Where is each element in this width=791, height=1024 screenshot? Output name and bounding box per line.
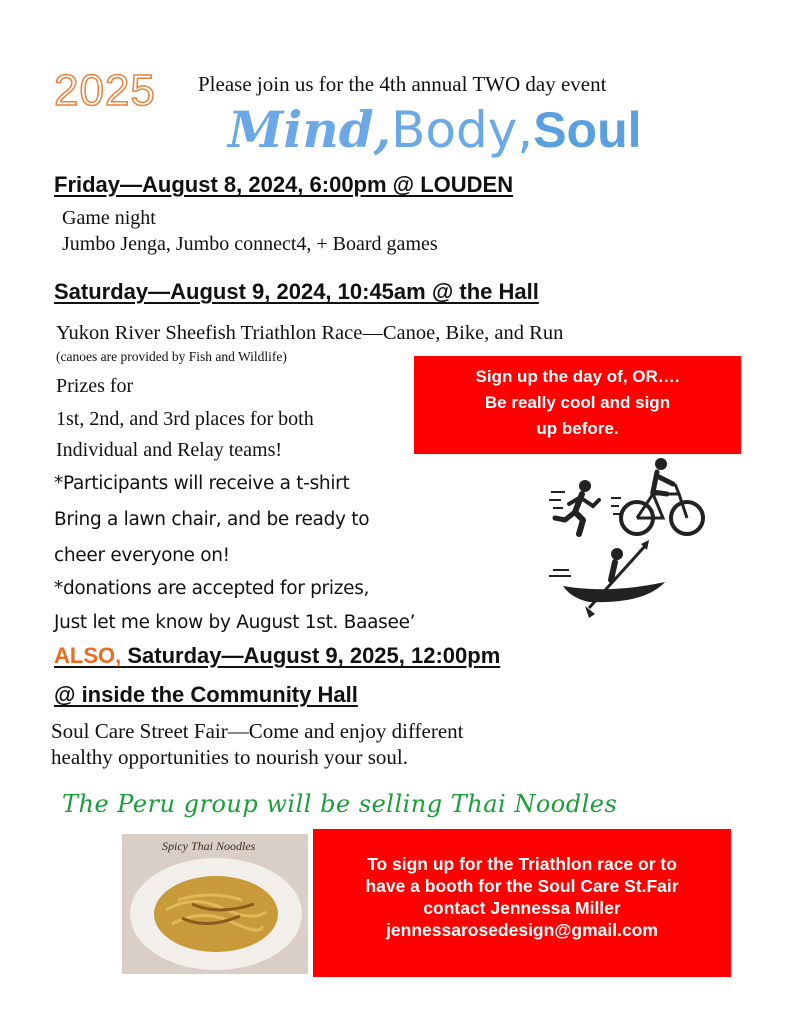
signup-line3: up before. xyxy=(536,419,619,438)
prizes-line3: Individual and Relay teams! xyxy=(56,439,283,461)
contact-line3: contact Jennessa Miller xyxy=(423,898,621,918)
contact-email[interactable]: jennessarosedesign@gmail.com xyxy=(386,920,658,940)
race-title: Yukon River Sheefish Triathlon Race—Canoe, Bike, and Run xyxy=(56,322,564,344)
contact-box xyxy=(313,829,731,977)
title-soul: Soul xyxy=(533,102,642,158)
event-year: 2025 xyxy=(54,66,156,115)
noodles-photo xyxy=(122,834,308,974)
peru-noodles-note: The Peru group will be selling Thai Noodles xyxy=(62,790,618,818)
friday-line1: Game night xyxy=(62,207,156,229)
event-title xyxy=(228,100,642,164)
signup-line2: Be really cool and sign xyxy=(484,393,671,412)
deadline-note: Just let me know by August 1st. Baasee’ xyxy=(54,612,416,633)
signup-box xyxy=(414,356,741,454)
fair-desc1: Soul Care Street Fair—Come and enjoy different xyxy=(51,719,464,743)
runner-icon xyxy=(549,480,599,534)
prizes-line2: 1st, 2nd, and 3rd places for both xyxy=(56,408,314,430)
also-heading xyxy=(54,643,500,669)
lawn-chair-note: Bring a lawn chair, and be ready to xyxy=(54,509,370,530)
contact-line1: To sign up for the Triathlon race or to xyxy=(367,854,677,874)
also-date: Saturday—August 9, 2025, 12:00pm xyxy=(127,643,501,668)
intro-text: Please join us for the 4th annual TWO day event xyxy=(198,72,607,96)
donations-note: *donations are accepted for prizes, xyxy=(54,578,370,599)
friday-line2: Jumbo Jenga, Jumbo connect4, + Board games xyxy=(62,233,438,255)
fair-desc2: healthy opportunities to nourish your soul. xyxy=(51,745,408,769)
canoe-note: (canoes are provided by Fish and Wildlife) xyxy=(56,349,287,364)
title-mind: Mind, xyxy=(228,100,392,159)
signup-line1: Sign up the day of, OR…. xyxy=(475,367,680,386)
cheer-note: cheer everyone on! xyxy=(54,545,230,566)
cyclist-icon xyxy=(611,458,703,534)
friday-heading: Friday—August 8, 2024, 6:00pm @ LOUDEN xyxy=(54,172,514,197)
triathlon-icons xyxy=(549,458,745,634)
prizes-line1: Prizes for xyxy=(56,375,134,397)
tshirt-note: *Participants will receive a t-shirt xyxy=(54,473,350,494)
also-label: ALSO, xyxy=(54,643,122,668)
hall-heading: @ inside the Community Hall xyxy=(54,682,358,707)
contact-line2: have a booth for the Soul Care St.Fair xyxy=(365,876,679,896)
food-caption: Spicy Thai Noodles xyxy=(162,839,256,853)
title-body: Body, xyxy=(391,101,534,159)
kayaker-icon xyxy=(549,540,665,618)
saturday-heading: Saturday—August 9, 2024, 10:45am @ the Hall xyxy=(54,279,539,304)
